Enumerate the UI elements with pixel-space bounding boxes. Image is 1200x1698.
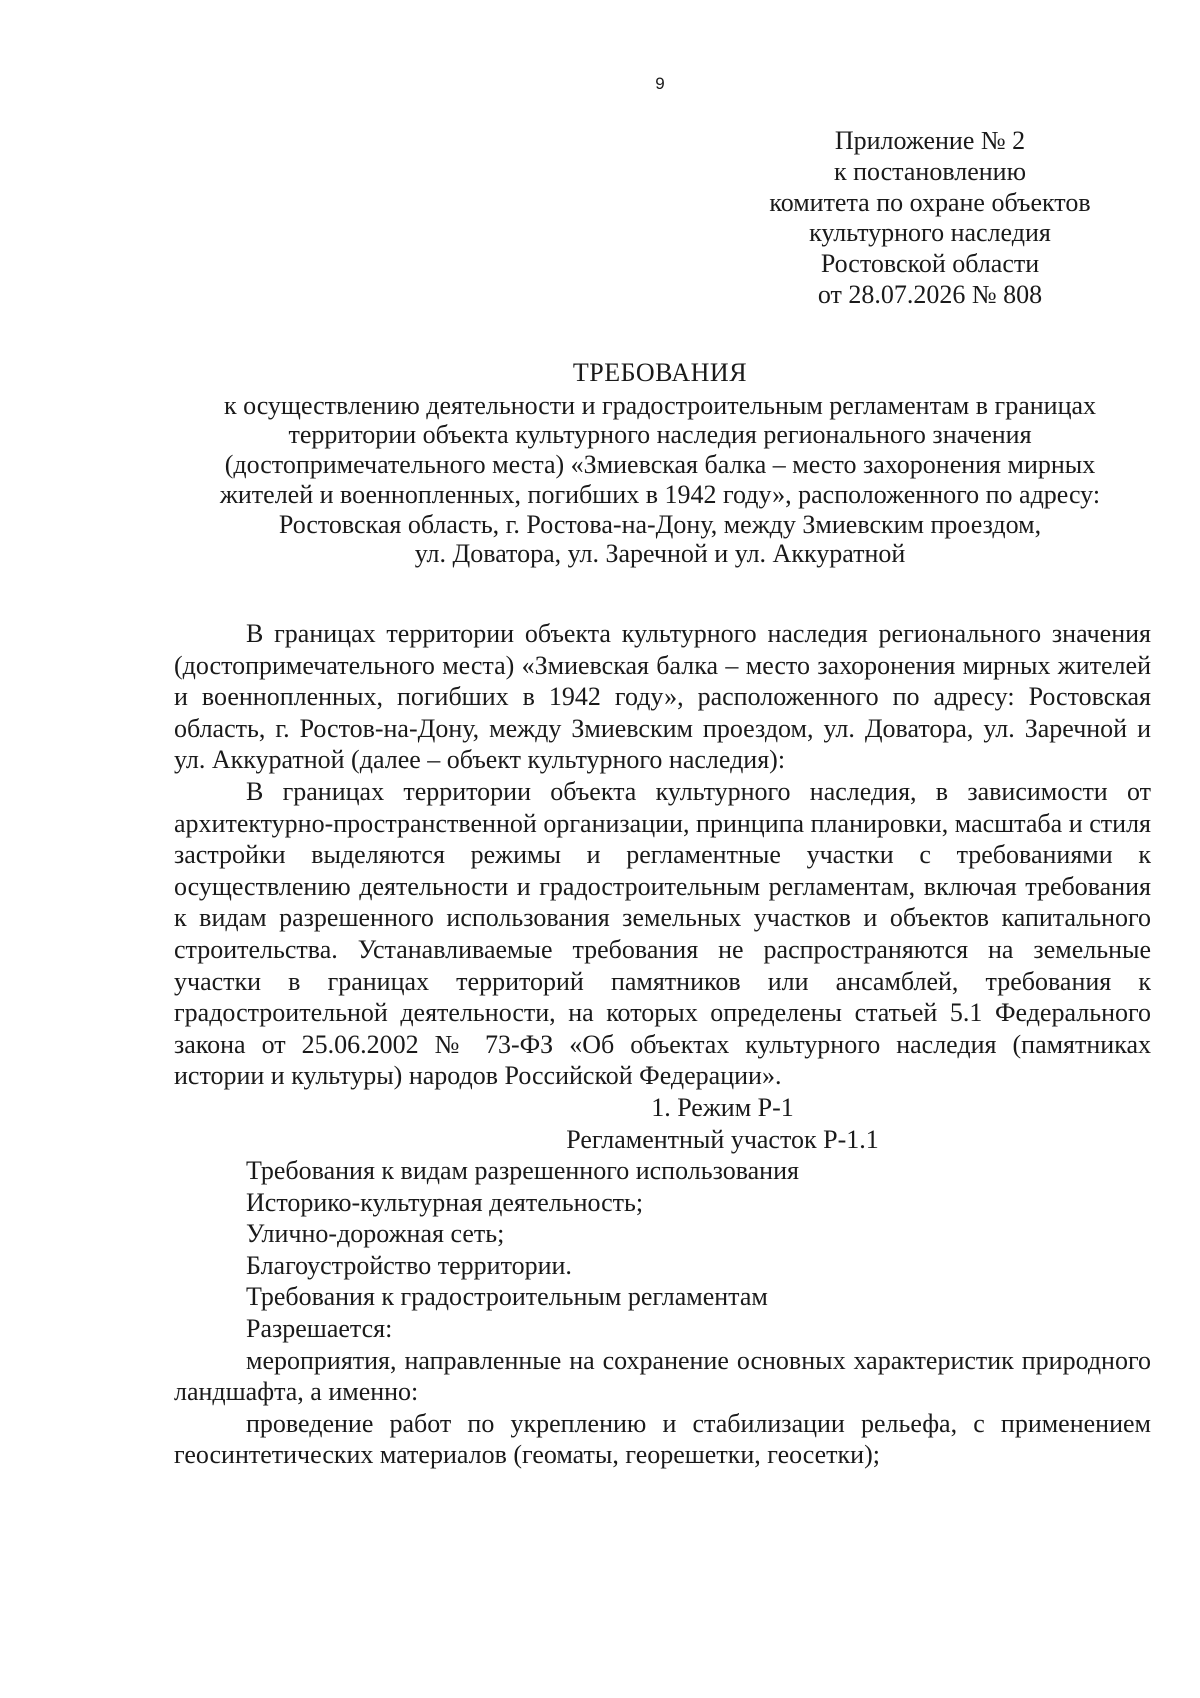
title-line: к осуществлению деятельности и градостроительным регламентам в границах xyxy=(223,390,1097,420)
paragraph-regimes: В границах территории объекта культурного наследия, в зависимости от архитектурно-пространственной организации, принципа планировки, масштаба и стиля застройки выделяются режимы и регламентные участки с требованиями к осуществлению деятельности и градостроительным регламентам, включая требования к видам разрешенного использования земельных участков и объектов капитального строительства. Устанавливаемые требования не распространяются на земельные участки в границах территорий памятников или ансамблей, требования к градостроительной деятельности, на которых определены статьей 5.1 Федерального закона от 25.06.2002 № 73-ФЗ «Об объектах культурного наследия (памятниках истории и культуры) народов Российской Федерации». xyxy=(174,776,1151,1091)
allowed-label: Разрешается: xyxy=(246,1314,393,1344)
document-title-block xyxy=(170,358,1150,569)
document-heading: ТРЕБОВАНИЯ xyxy=(572,358,748,387)
appendix-date: от 28.07.2026 № 808 xyxy=(817,279,1043,309)
title-line: Ростовская область, г. Ростова-на-Дону, между Змиевским проездом, xyxy=(278,509,1042,539)
paragraph-works: проведение работ по укреплению и стабилизации рельефа, с применением геосинтетических материалов (геоматы, георешетки, геосетки); xyxy=(174,1408,1151,1470)
use-item: Историко-культурная деятельность; xyxy=(246,1187,644,1217)
use-item: Благоустройство территории. xyxy=(246,1250,572,1280)
page-number: 9 xyxy=(655,74,665,93)
appendix-line: Приложение № 2 xyxy=(834,126,1026,155)
appendix-line: Ростовской области xyxy=(820,249,1040,279)
title-line: жителей и военнопленных, погибших в 1942 году», расположенного по адресу: xyxy=(219,479,1101,509)
appendix-line: культурного наследия xyxy=(809,218,1051,248)
title-line: (достопримечательного места) «Змиевская балка – место захоронения мирных xyxy=(224,450,1096,480)
regime-heading: 1. Режим Р-1 xyxy=(651,1092,794,1122)
title-line: ул. Доватора, ул. Заречной и ул. Аккуратной xyxy=(414,539,906,569)
section-heading: Регламентный участок Р-1.1 xyxy=(566,1124,879,1154)
appendix-line: к постановлению xyxy=(833,156,1027,186)
document-body xyxy=(174,618,1151,1471)
paragraph-measures: мероприятия, направленные на сохранение основных характеристик природного ландшафта, а именно: xyxy=(174,1345,1151,1407)
paragraph-intro: В границах территории объекта культурного наследия регионального значения (достопримечательного места) «Змиевская балка – место захоронения мирных жителей и военнопленных, погибших в 1942 году», расположенного по адресу: Ростовская область, г. Ростов-на-Дону, между Змиевским проездом, ул. Доватора, ул. Заречной и ул. Аккуратной (далее – объект культурного наследия): xyxy=(174,619,1151,775)
regulations-heading: Требования к градостроительным регламентам xyxy=(246,1282,768,1312)
appendix-block xyxy=(745,126,1115,311)
use-requirements-heading: Требования к видам разрешенного использования xyxy=(246,1156,799,1186)
title-line: территории объекта культурного наследия регионального значения xyxy=(288,420,1032,450)
use-item: Улично-дорожная сеть; xyxy=(246,1219,505,1249)
appendix-line: комитета по охране объектов xyxy=(769,187,1091,217)
